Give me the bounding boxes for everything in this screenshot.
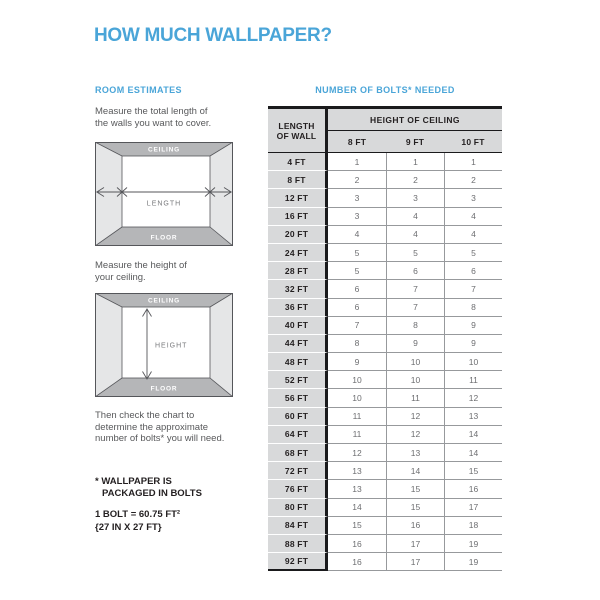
bolt-count-cell: 11 [328, 426, 386, 444]
packaging-note [95, 476, 265, 499]
packaging-note-line: PACKAGED IN BOLTS [102, 487, 202, 499]
ceiling-height-columns [328, 131, 502, 152]
bolt-count-cell: 11 [444, 371, 502, 389]
bolt-count-cell: 15 [386, 499, 444, 517]
bolts-table-header [268, 109, 502, 153]
bolt-count-cell: 11 [386, 389, 444, 407]
bolt-definition-line: {27 IN X 27 FT} [95, 521, 162, 533]
table-row [268, 208, 502, 226]
bolt-count-cell: 4 [386, 208, 444, 226]
bolt-count-cell: 14 [444, 444, 502, 462]
step-text-line: the walls you want to cover. [95, 117, 212, 129]
table-row [268, 299, 502, 317]
bolt-count-cell: 10 [386, 353, 444, 371]
bolt-count-cell: 14 [328, 499, 386, 517]
table-row [268, 553, 502, 571]
bolt-count-cell: 12 [444, 389, 502, 407]
bolt-count-cell: 6 [328, 280, 386, 298]
length-of-wall-header [268, 109, 328, 152]
bolt-count-cell: 10 [444, 353, 502, 371]
bolt-count-cell: 8 [328, 335, 386, 353]
bolt-count-cell: 15 [328, 517, 386, 535]
step-text-line: Then check the chart to [95, 410, 195, 421]
floor-label: FLOOR [150, 385, 178, 393]
column-header-8ft: 8 FT [347, 136, 367, 147]
table-row [268, 408, 502, 426]
wall-length-label: 44 FT [268, 335, 328, 353]
bolt-count-cell: 4 [444, 226, 502, 244]
bolt-count-cell: 8 [444, 299, 502, 317]
step-3-text [95, 410, 255, 445]
table-row [268, 389, 502, 407]
room-estimates-heading: ROOM ESTIMATES [95, 85, 182, 95]
bolt-count-cell: 16 [386, 517, 444, 535]
bolt-count-cell: 3 [328, 208, 386, 226]
table-row [268, 171, 502, 189]
wall-length-label: 80 FT [268, 499, 328, 517]
wall-length-label: 16 FT [268, 208, 328, 226]
wall-length-label: 64 FT [268, 426, 328, 444]
bolt-count-cell: 7 [386, 299, 444, 317]
height-of-ceiling-header: HEIGHT OF CEILING [328, 109, 502, 131]
bolt-count-cell: 9 [444, 317, 502, 335]
bolt-count-cell: 16 [328, 553, 386, 571]
wall-length-label: 32 FT [268, 280, 328, 298]
back-wall [122, 156, 210, 227]
bolts-table-body [268, 153, 502, 571]
table-row [268, 153, 502, 171]
bolt-count-cell: 9 [444, 335, 502, 353]
bolt-count-cell: 5 [328, 244, 386, 262]
step-text-line: your ceiling. [95, 271, 146, 283]
wall-length-label: 40 FT [268, 317, 328, 335]
bolts-table-heading: NUMBER OF BOLTS* NEEDED [315, 85, 455, 95]
table-row [268, 280, 502, 298]
step-text-line: Measure the height of [95, 260, 187, 271]
table-row [268, 426, 502, 444]
bolt-definition-line: 1 BOLT = 60.75 FT² [95, 509, 181, 520]
bolt-definition [95, 509, 265, 534]
bolt-count-cell: 5 [444, 244, 502, 262]
table-row [268, 371, 502, 389]
bolt-count-cell: 5 [328, 262, 386, 280]
step-2-text [95, 260, 255, 283]
bolt-count-cell: 3 [444, 189, 502, 207]
wall-length-label: 24 FT [268, 244, 328, 262]
bolt-count-cell: 1 [386, 153, 444, 171]
bolt-count-cell: 6 [386, 262, 444, 280]
wall-length-label: 12 FT [268, 189, 328, 207]
wall-length-label: 68 FT [268, 444, 328, 462]
wall-length-label: 88 FT [268, 535, 328, 553]
column-header-10ft: 10 FT [461, 136, 485, 147]
bolt-count-cell: 15 [386, 480, 444, 498]
wall-length-label: 72 FT [268, 462, 328, 480]
bolt-count-cell: 10 [328, 389, 386, 407]
wall-length-label: 4 FT [268, 153, 328, 171]
step-1-text [95, 106, 255, 129]
length-of-wall-header-line: OF WALL [276, 130, 317, 141]
bolt-count-cell: 6 [444, 262, 502, 280]
bolt-count-cell: 2 [386, 171, 444, 189]
bolt-count-cell: 7 [444, 280, 502, 298]
wall-length-label: 92 FT [268, 553, 328, 571]
bolt-count-cell: 17 [386, 535, 444, 553]
bolt-count-cell: 1 [328, 153, 386, 171]
bolt-count-cell: 10 [328, 371, 386, 389]
bolt-count-cell: 19 [444, 535, 502, 553]
table-row [268, 462, 502, 480]
step-text-line: Measure the total length of [95, 106, 208, 117]
bolt-count-cell: 9 [386, 335, 444, 353]
bolt-count-cell: 13 [386, 444, 444, 462]
bolt-count-cell: 5 [386, 244, 444, 262]
bolt-count-cell: 18 [444, 517, 502, 535]
bolt-count-cell: 17 [444, 499, 502, 517]
bolt-count-cell: 4 [444, 208, 502, 226]
page-title: HOW MUCH WALLPAPER? [94, 25, 332, 46]
table-row [268, 189, 502, 207]
bolt-count-cell: 15 [444, 462, 502, 480]
table-row [268, 444, 502, 462]
bolt-count-cell: 7 [328, 317, 386, 335]
bolt-count-cell: 13 [444, 408, 502, 426]
bolt-count-cell: 6 [328, 299, 386, 317]
bolt-count-cell: 13 [328, 462, 386, 480]
wall-length-label: 56 FT [268, 389, 328, 407]
bolt-count-cell: 4 [386, 226, 444, 244]
room-height-diagram [95, 293, 233, 397]
bolt-count-cell: 12 [386, 426, 444, 444]
bolt-count-cell: 12 [386, 408, 444, 426]
room-length-diagram [95, 142, 233, 246]
bolt-count-cell: 8 [386, 317, 444, 335]
wall-length-label: 8 FT [268, 171, 328, 189]
bolt-count-cell: 16 [444, 480, 502, 498]
wall-length-label: 76 FT [268, 480, 328, 498]
wall-length-label: 36 FT [268, 299, 328, 317]
table-row [268, 262, 502, 280]
bolt-count-cell: 2 [444, 171, 502, 189]
table-row [268, 317, 502, 335]
bolt-count-cell: 12 [328, 444, 386, 462]
table-row [268, 480, 502, 498]
wall-length-label: 28 FT [268, 262, 328, 280]
length-label: LENGTH [146, 200, 182, 208]
bolt-count-cell: 11 [328, 408, 386, 426]
table-row [268, 335, 502, 353]
step-text-line: determine the approximate [95, 421, 209, 433]
bolt-count-cell: 7 [386, 280, 444, 298]
table-row [268, 244, 502, 262]
bolt-count-cell: 2 [328, 171, 386, 189]
bolt-count-cell: 10 [386, 371, 444, 389]
wall-length-label: 20 FT [268, 226, 328, 244]
wall-length-label: 48 FT [268, 353, 328, 371]
bolt-count-cell: 3 [328, 189, 386, 207]
ceiling-height-header-group [328, 109, 502, 152]
wall-length-label: 84 FT [268, 517, 328, 535]
table-row [268, 353, 502, 371]
bolts-table [268, 106, 502, 571]
length-of-wall-header-line: LENGTH [278, 120, 315, 131]
step-text-line: number of bolts* you will need. [95, 433, 225, 444]
bolt-count-cell: 19 [444, 553, 502, 571]
bolt-count-cell: 17 [386, 553, 444, 571]
bolt-count-cell: 4 [328, 226, 386, 244]
bolt-count-cell: 16 [328, 535, 386, 553]
packaging-note-line: * WALLPAPER IS [95, 476, 172, 487]
table-row [268, 535, 502, 553]
table-row [268, 499, 502, 517]
table-row [268, 226, 502, 244]
ceiling-label: CEILING [148, 297, 180, 305]
wall-length-label: 52 FT [268, 371, 328, 389]
bolt-count-cell: 13 [328, 480, 386, 498]
bolt-count-cell: 3 [386, 189, 444, 207]
bolt-count-cell: 9 [328, 353, 386, 371]
bolt-count-cell: 1 [444, 153, 502, 171]
height-label: HEIGHT [155, 342, 188, 350]
table-row [268, 517, 502, 535]
column-header-9ft: 9 FT [405, 136, 425, 147]
ceiling-label: CEILING [148, 146, 180, 154]
floor-label: FLOOR [150, 234, 178, 242]
bolt-count-cell: 14 [386, 462, 444, 480]
bolt-count-cell: 14 [444, 426, 502, 444]
wall-length-label: 60 FT [268, 408, 328, 426]
